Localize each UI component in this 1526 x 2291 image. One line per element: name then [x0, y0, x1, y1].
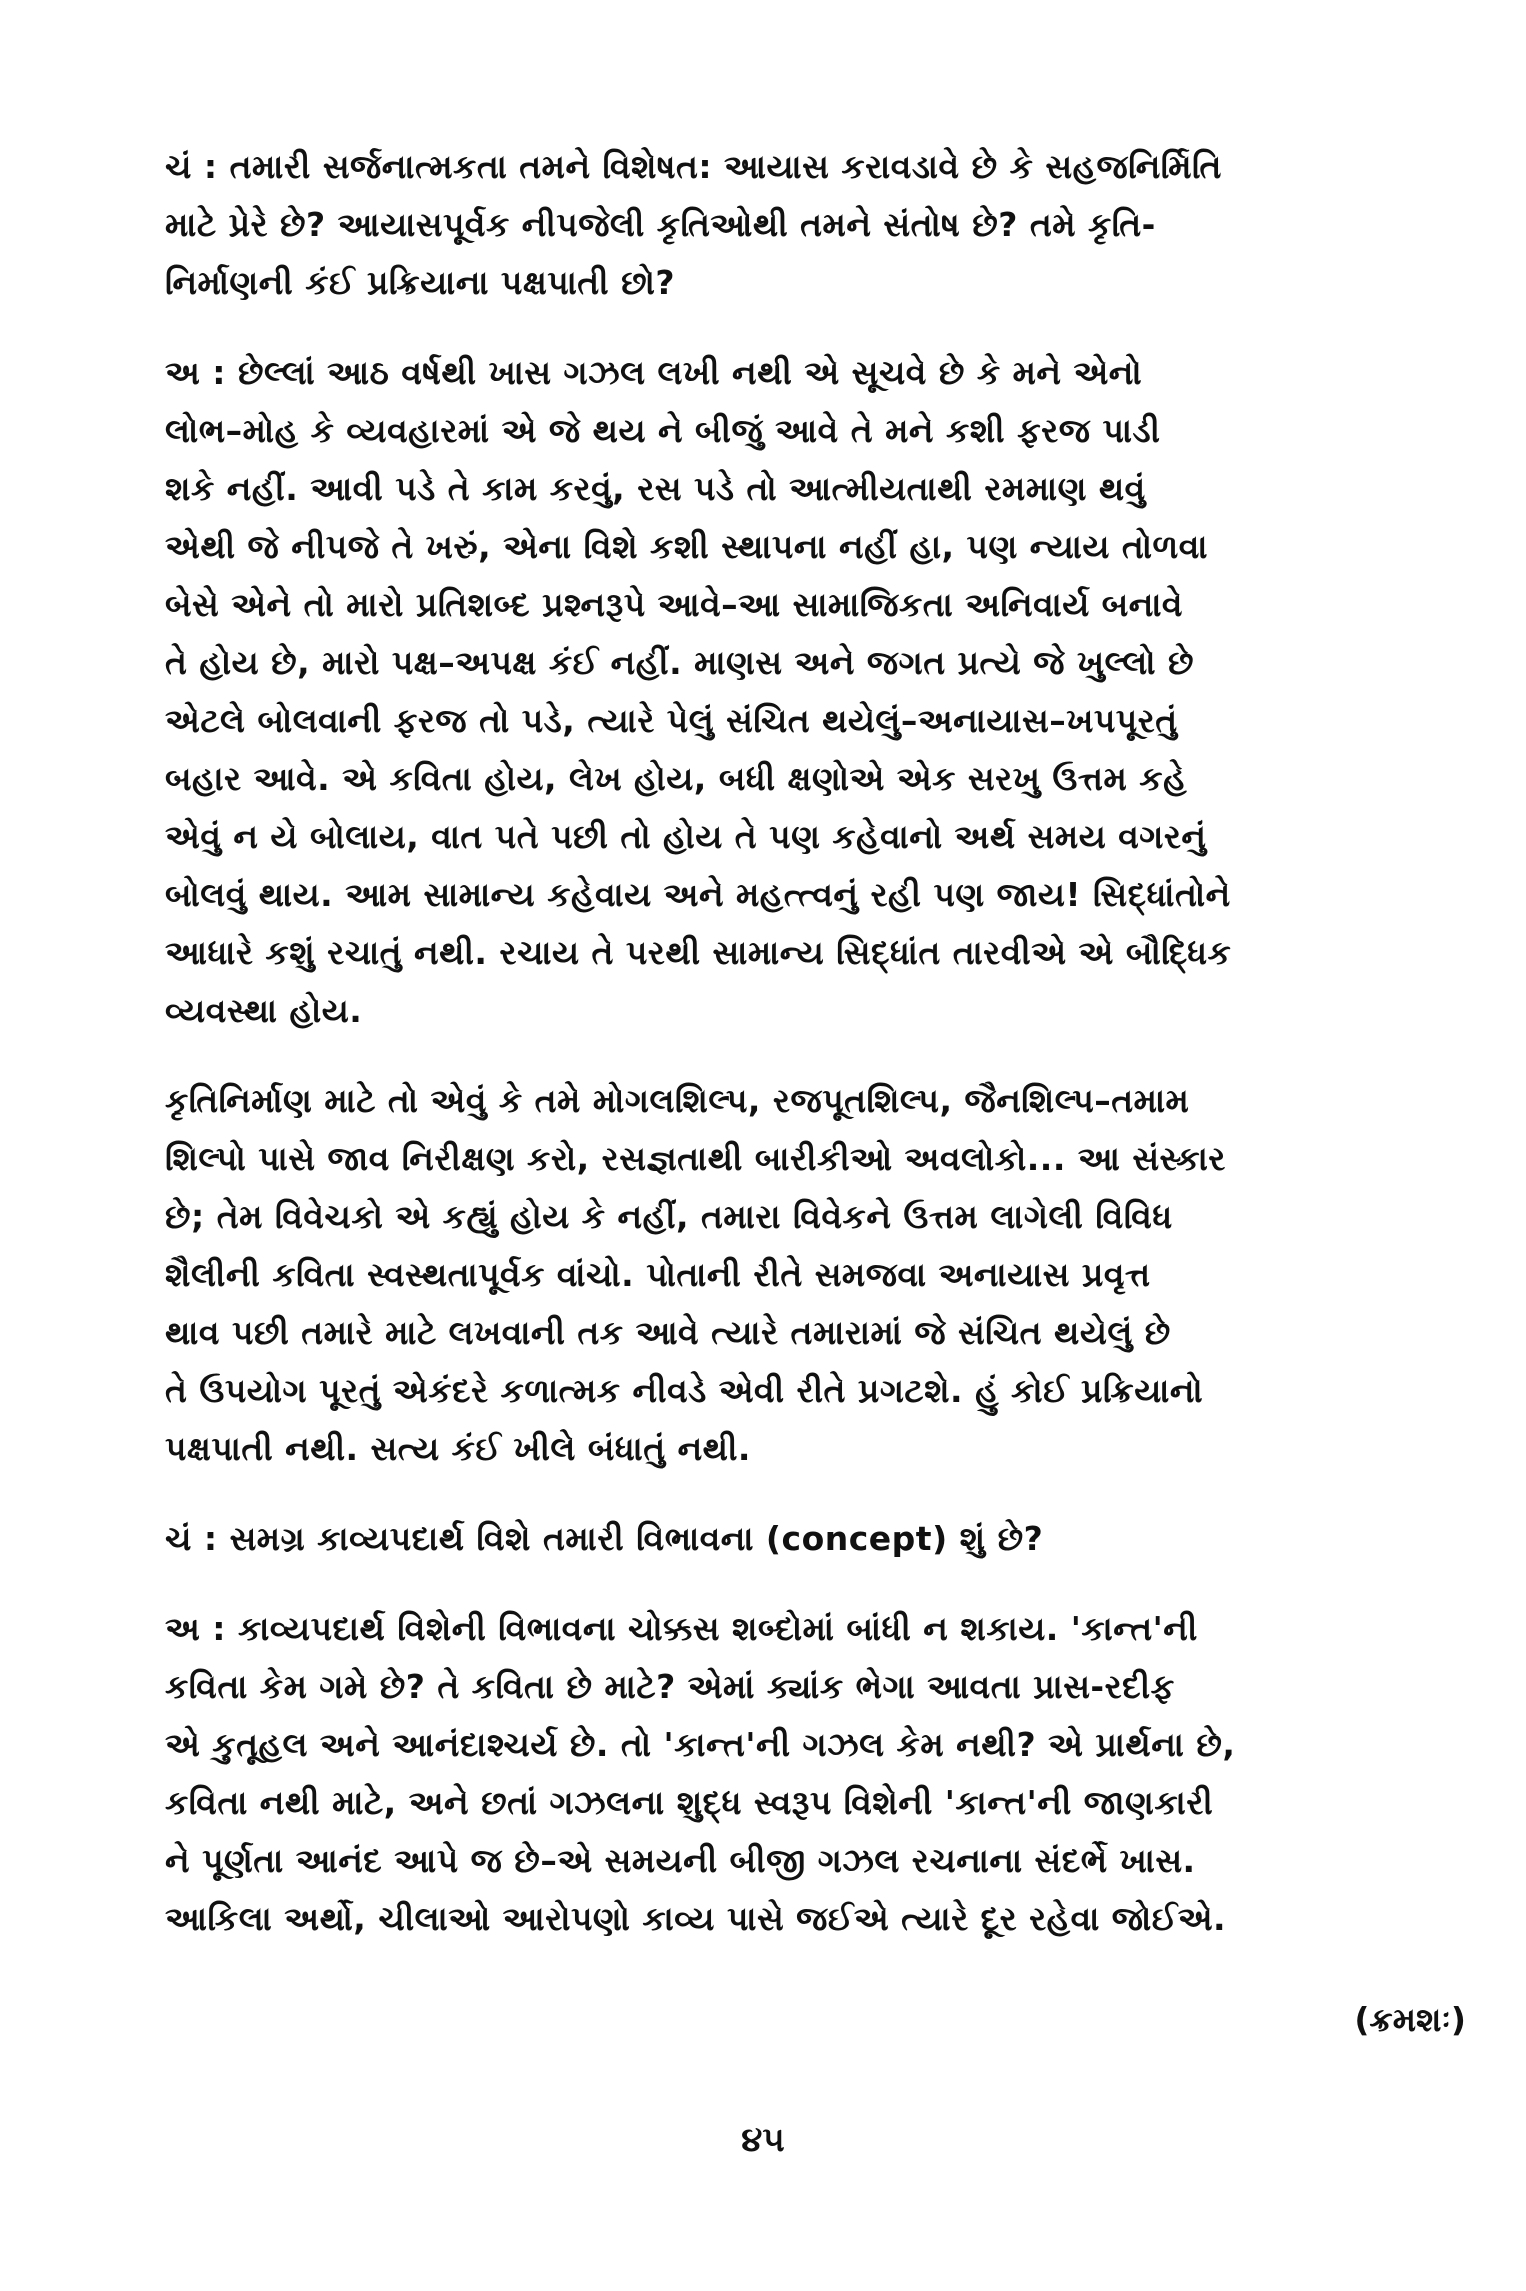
answer-paragraph-3: અ : કાવ્યપદાર્થ વિશેની વિભાવના ચોક્કસ શબ્દોમાં બાંધી ન શકાય. 'કાન્ત'ની કવિતા કેમ ગમે છે? તે કવિતા છે માટે? એમાં ક્યાંક ભેગા આવતા પ્રાસ-રદીફ એ કુતૂહલ અને આનંદાશ્ચર્ય છે. તો 'કાન્ત'ની ગઝલ કેમ નથી? એ પ્રાર્થના છે, કવિતા નથી માટે, અને છતાં ગઝલના શુદ્ધ સ્વરૂપ વિશેની 'કાન્ત'ની જાણકારી ને પૂર્ણતા આનંદ આપે જ છે–એ સમયની બીજી ગઝલ રચનાના સંદર્ભે ખાસ. આકિલા અર્થો, ચીલાઓ આરોપણો કાવ્ય પાસે જઈએ ત્યારે દૂર રહેવા જોઈએ. [165, 1609, 1236, 1938]
continued-label: (ક્રમશઃ) [1354, 2000, 1466, 2039]
question-paragraph-1: ચં : તમારી સર્જનાત્મકતા તમને વિશેષત: આયાસ કરાવડાવે છે કે સહજનિર્મિતિ માટે પ્રેરે છે? આયાસપૂર્વક નીપજેલી કૃતિઓથી તમને સંતોષ છે? તમે કૃતિ- નિર્માણની કંઈ પ્રક્રિયાના પક્ષપાતી છો? [165, 147, 1222, 302]
page-body [165, 138, 1380, 2238]
page-number: ૪૫ [741, 2120, 785, 2160]
question-paragraph-2: ચં : સમગ્ર કાવ્યપદાર્થ વિશે તમારી વિભાવના (concept) શું છે? [165, 1519, 1044, 1558]
answer-paragraph-2: કૃતિનિર્માણ માટે તો એવું કે તમે મોગલશિલ્પ, રજપૂતશિલ્પ, જૈનશિલ્પ–તમામ શિલ્પો પાસે જાવ નિરીક્ષણ કરો, રસજ્ઞતાથી બારીકીઓ અવલોકો... આ સંસ્કાર છે; તેમ વિવેચકો એ કહ્યું હોય કે નહીં, તમારા વિવેકને ઉત્તમ લાગેલી વિવિધ શૈલીની કવિતા સ્વસ્થતાપૂર્વક વાંચો. પોતાની રીતે સમજવા અનાયાસ પ્રવૃત્ત થાવ પછી તમારે માટે લખવાની તક આવે ત્યારે તમારામાં જે સંચિત થયેલું છે તે ઉપયોગ પૂરતું એકંદરે કળાત્મક નીવડે એવી રીતે પ્રગટશે. હું કોઈ પ્રક્રિયાનો પક્ષપાતી નથી. સત્ય કંઈ ખીલે બંધાતું નથી. [165, 1081, 1226, 1468]
answer-paragraph-1: અ : છેલ્લાં આઠ વર્ષથી ખાસ ગઝલ લખી નથી એ સૂચવે છે કે મને એનો લોભ–મોહ કે વ્યવહારમાં એ જે થય ને બીજું આવે તે મને કશી ફરજ પાડી શકે નહીં. આવી પડે તે કામ કરવું, રસ પડે તો આત્મીયતાથી રમમાણ થવું એથી જે નીપજે તે ખરું, એના વિશે કશી સ્થાપના નહીં હા, પણ ન્યાય તોળવા બેસે એને તો મારો પ્રતિશબ્દ પ્રશ્નરૂપે આવે–આ સામાજિકતા અનિવાર્ય બનાવે તે હોય છે, મારો પક્ષ–અપક્ષ કંઈ નહીં. માણસ અને જગત પ્રત્યે જે ખુલ્લો છે એટલે બોલવાની ફરજ તો પડે, ત્યારે પેલું સંચિત થયેલું–અનાયાસ–ખપપૂરતું બહાર આવે. એ કવિતા હોય, લેખ હોય, બધી ક્ષણોએ એક સરખુ ઉત્તમ કહે એવું ન યે બોલાય, વાત પતે પછી તો હોય તે પણ કહેવાનો અર્થ સમય વગરનું બોલવું થાય. આમ સામાન્ય કહેવાય અને મહત્ત્વનું રહી પણ જાય! સિદ્ધાંતોને આધારે કશું રચાતું નથી. રચાય તે પરથી સામાન્ય સિદ્ધાંત તારવીએ એ બૌદ્ધિક વ્યવસ્થા હોય. [165, 353, 1232, 1030]
